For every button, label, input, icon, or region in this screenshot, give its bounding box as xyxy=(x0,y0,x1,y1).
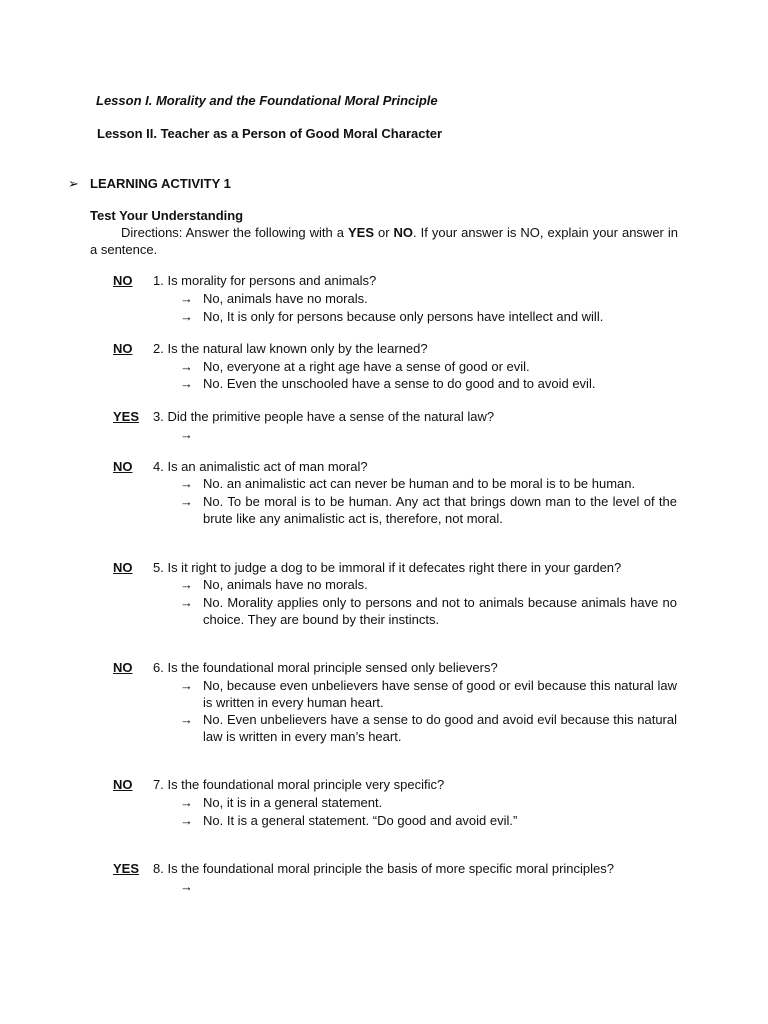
activity-title: LEARNING ACTIVITY 1 xyxy=(90,176,231,191)
arrow-icon: → xyxy=(180,476,193,491)
arrow-icon: → xyxy=(180,712,193,727)
arrow-icon: → xyxy=(180,879,193,894)
directions-no: NO xyxy=(393,225,414,240)
question-2: 2. Is the natural law known only by the learned? xyxy=(153,341,428,356)
response-2-1: No, everyone at a right age have a sense of good or evil. xyxy=(203,359,530,374)
arrow-icon: → xyxy=(180,359,193,374)
question-5: 5. Is it right to judge a dog to be immoral if it defecates right there in your garden? xyxy=(153,560,622,575)
lesson-1-heading: Lesson I. Morality and the Foundational Moral Principle xyxy=(96,93,438,108)
answer-7: NO xyxy=(113,777,133,792)
answer-4: NO xyxy=(113,459,133,474)
response-4-1: No. an animalistic act can never be human and to be moral is to be human. xyxy=(203,476,636,491)
answer-8: YES xyxy=(113,861,140,876)
directions-yes: YES xyxy=(347,225,374,240)
answer-6: NO xyxy=(113,660,133,675)
directions-mid: or xyxy=(374,225,394,240)
response-6-1: No, because even unbelievers have sense of good or evil because this natural law is written in every human heart. xyxy=(203,678,677,710)
arrow-icon: → xyxy=(180,309,193,324)
arrow-icon: → xyxy=(180,577,193,592)
question-1: 1. Is morality for persons and animals? xyxy=(153,273,377,288)
response-7-1: No, it is in a general statement. xyxy=(203,795,383,810)
question-3: 3. Did the primitive people have a sense of the natural law? xyxy=(153,409,495,424)
response-4-2: No. To be moral is to be human. Any act that brings down man to the level of the brute like any animalistic act is, therefore, not moral. xyxy=(203,494,677,526)
directions-post: . If your answer is NO, explain your answer in a sentence. xyxy=(90,225,678,257)
arrow-icon: → xyxy=(180,795,193,810)
arrow-icon: → xyxy=(180,291,193,306)
answer-2: NO xyxy=(113,341,133,356)
arrow-icon: → xyxy=(180,427,193,442)
response-5-1: No, animals have no morals. xyxy=(203,577,368,592)
arrow-icon: → xyxy=(180,678,193,693)
directions-paragraph xyxy=(90,224,678,258)
directions-pre: Directions: Answer the following with a xyxy=(121,225,348,240)
answer-5: NO xyxy=(113,560,133,575)
section-subtitle: Test Your Understanding xyxy=(90,208,244,223)
question-7: 7. Is the foundational moral principle very specific? xyxy=(153,777,445,792)
lesson-2-heading: Lesson II. Teacher as a Person of Good Moral Character xyxy=(97,126,443,141)
response-1-1: No, animals have no morals. xyxy=(203,291,368,306)
arrow-icon: → xyxy=(180,494,193,509)
answer-1: NO xyxy=(113,273,133,288)
answer-3: YES xyxy=(113,409,140,424)
question-4: 4. Is an animalistic act of man moral? xyxy=(153,459,368,474)
response-1-2: No, It is only for persons because only persons have intellect and will. xyxy=(203,309,604,324)
arrow-icon: → xyxy=(180,813,193,828)
question-6: 6. Is the foundational moral principle sensed only believers? xyxy=(153,660,498,675)
response-5-2: No. Morality applies only to persons and not to animals because animals have no choice. They are bound by their instincts. xyxy=(203,595,677,627)
response-6-2: No. Even unbelievers have a sense to do good and avoid evil because this natural law is written in every man’s heart. xyxy=(203,712,677,744)
response-7-2: No. It is a general statement. “Do good and avoid evil.” xyxy=(203,813,518,828)
arrow-icon: → xyxy=(180,595,193,610)
question-8: 8. Is the foundational moral principle the basis of more specific moral principles? xyxy=(153,861,615,876)
arrow-bullet-icon: ➢ xyxy=(68,176,79,191)
response-2-2: No. Even the unschooled have a sense to do good and to avoid evil. xyxy=(203,376,596,391)
arrow-icon: → xyxy=(180,376,193,391)
